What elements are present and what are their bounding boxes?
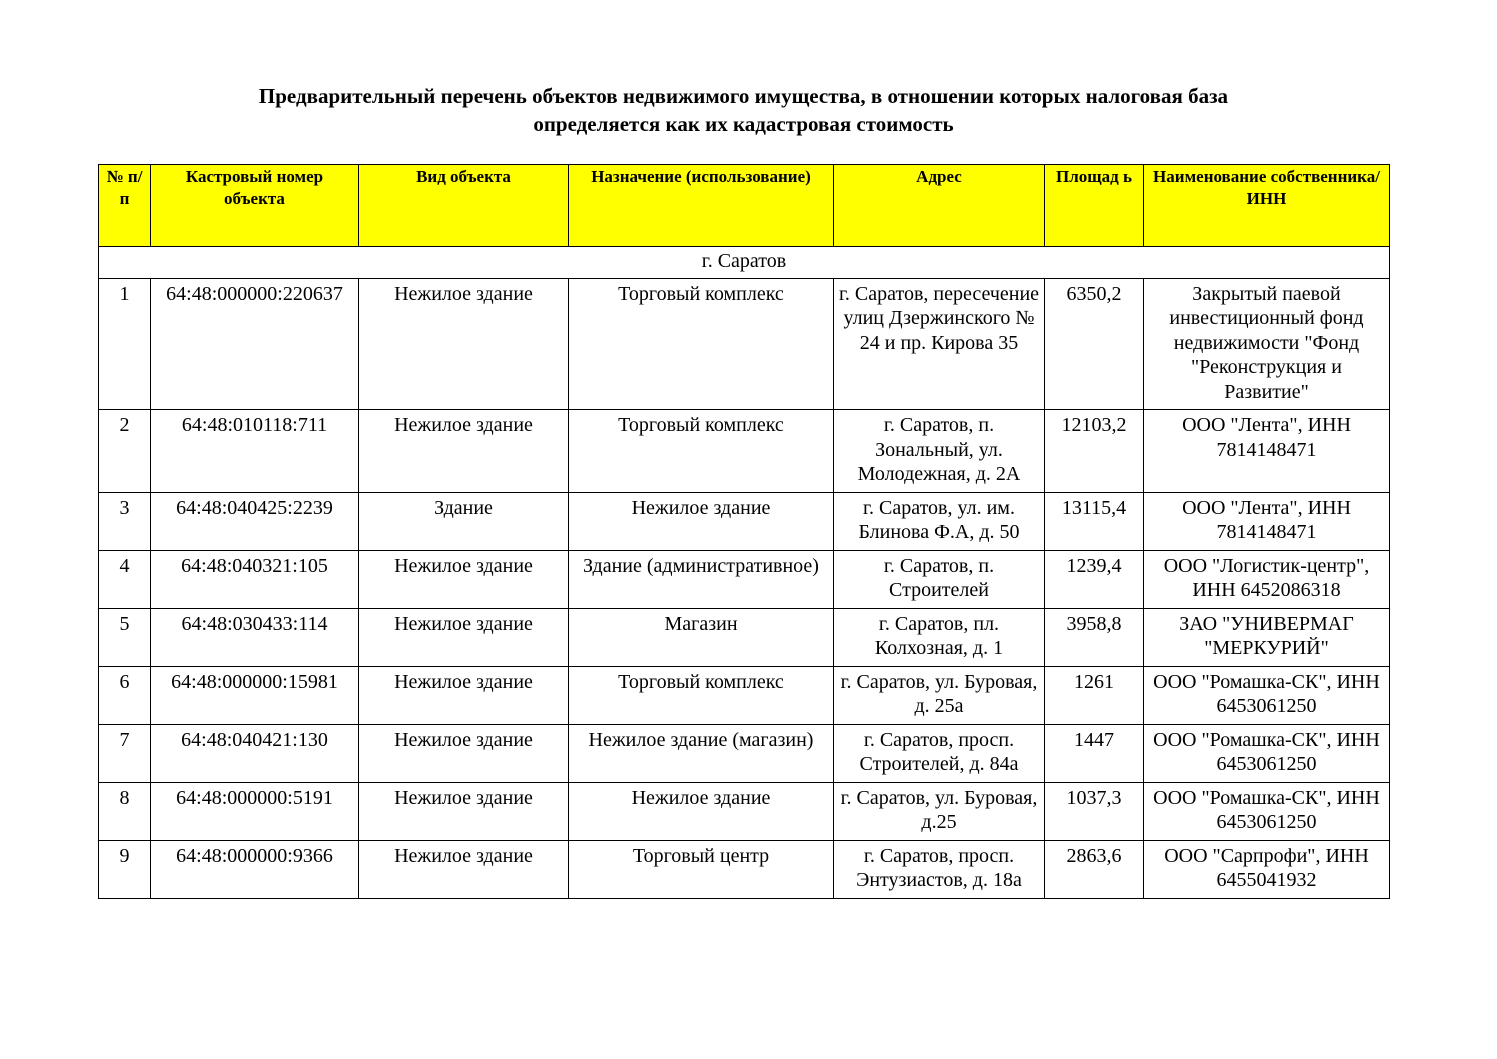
cell-purpose: Торговый комплекс — [569, 278, 834, 410]
table-row — [99, 608, 1390, 666]
cell-address: г. Саратов, ул. Буровая, д. 25а — [834, 666, 1045, 724]
cell-area: 1239,4 — [1045, 550, 1144, 608]
header-cadastral: Кастровый номер объекта — [151, 165, 359, 247]
cell-owner: ООО "Ромашка-СК", ИНН 6453061250 — [1144, 666, 1390, 724]
cell-purpose: Магазин — [569, 608, 834, 666]
cell-area: 2863,6 — [1045, 840, 1144, 898]
cell-owner: ООО "Лента", ИНН 7814148471 — [1144, 410, 1390, 493]
cell-num: 9 — [99, 840, 151, 898]
cell-purpose: Торговый комплекс — [569, 666, 834, 724]
cell-address: г. Саратов, пл. Колхозная, д. 1 — [834, 608, 1045, 666]
cell-area: 6350,2 — [1045, 278, 1144, 410]
table-row — [99, 492, 1390, 550]
cell-owner: ООО "Ромашка-СК", ИНН 6453061250 — [1144, 724, 1390, 782]
property-table — [98, 164, 1390, 899]
cell-area: 1261 — [1045, 666, 1144, 724]
cell-type: Нежилое здание — [359, 782, 569, 840]
cell-address: г. Саратов, просп. Энтузиастов, д. 18а — [834, 840, 1045, 898]
cell-type: Нежилое здание — [359, 666, 569, 724]
cell-type: Нежилое здание — [359, 608, 569, 666]
title-line-1: Предварительный перечень объектов недвижимого имущества, в отношении которых налоговая база — [258, 84, 1229, 108]
cell-area: 13115,4 — [1045, 492, 1144, 550]
cell-num: 4 — [99, 550, 151, 608]
cell-type: Нежилое здание — [359, 840, 569, 898]
header-row — [99, 165, 1390, 247]
cell-purpose: Торговый комплекс — [569, 410, 834, 493]
cell-address: г. Саратов, п. Строителей — [834, 550, 1045, 608]
cell-owner: Закрытый паевой инвестиционный фонд недвижимости "Фонд "Реконструкция и Развитие" — [1144, 278, 1390, 410]
header-address: Адрес — [834, 165, 1045, 247]
document-title — [100, 82, 1387, 138]
cell-cadastral: 64:48:040421:130 — [151, 724, 359, 782]
table-row — [99, 278, 1390, 410]
cell-num: 8 — [99, 782, 151, 840]
cell-num: 6 — [99, 666, 151, 724]
cell-purpose: Торговый центр — [569, 840, 834, 898]
table-row — [99, 410, 1390, 493]
cell-num: 7 — [99, 724, 151, 782]
cell-type: Нежилое здание — [359, 550, 569, 608]
cell-address: г. Саратов, просп. Строителей, д. 84а — [834, 724, 1045, 782]
header-area: Площад ь — [1045, 165, 1144, 247]
header-owner: Наименование собственника/ ИНН — [1144, 165, 1390, 247]
cell-type: Нежилое здание — [359, 724, 569, 782]
cell-cadastral: 64:48:000000:15981 — [151, 666, 359, 724]
cell-owner: ООО "Сарпрофи", ИНН 6455041932 — [1144, 840, 1390, 898]
cell-address: г. Саратов, п. Зональный, ул. Молодежная, д. 2А — [834, 410, 1045, 493]
cell-owner: ООО "Ромашка-СК", ИНН 6453061250 — [1144, 782, 1390, 840]
cell-cadastral: 64:48:000000:9366 — [151, 840, 359, 898]
cell-num: 2 — [99, 410, 151, 493]
cell-cadastral: 64:48:000000:220637 — [151, 278, 359, 410]
cell-cadastral: 64:48:010118:711 — [151, 410, 359, 493]
cell-type: Нежилое здание — [359, 278, 569, 410]
table-row — [99, 724, 1390, 782]
cell-address: г. Саратов, ул. им. Блинова Ф.А, д. 50 — [834, 492, 1045, 550]
cell-purpose: Нежилое здание — [569, 782, 834, 840]
cell-type: Здание — [359, 492, 569, 550]
cell-type: Нежилое здание — [359, 410, 569, 493]
cell-num: 3 — [99, 492, 151, 550]
cell-address: г. Саратов, ул. Буровая, д.25 — [834, 782, 1045, 840]
cell-cadastral: 64:48:040425:2239 — [151, 492, 359, 550]
table-row — [99, 840, 1390, 898]
cell-area: 1447 — [1045, 724, 1144, 782]
cell-area: 3958,8 — [1045, 608, 1144, 666]
cell-owner: ЗАО "УНИВЕРМАГ "МЕРКУРИЙ" — [1144, 608, 1390, 666]
table-row — [99, 666, 1390, 724]
cell-purpose: Нежилое здание (магазин) — [569, 724, 834, 782]
header-num: № п/п — [99, 165, 151, 247]
table-row — [99, 550, 1390, 608]
cell-owner: ООО "Лента", ИНН 7814148471 — [1144, 492, 1390, 550]
cell-owner: ООО "Логистик-центр", ИНН 6452086318 — [1144, 550, 1390, 608]
cell-num: 1 — [99, 278, 151, 410]
header-purpose: Назначение (использование) — [569, 165, 834, 247]
cell-cadastral: 64:48:040321:105 — [151, 550, 359, 608]
cell-purpose: Нежилое здание — [569, 492, 834, 550]
cell-area: 1037,3 — [1045, 782, 1144, 840]
cell-address: г. Саратов, пересечение улиц Дзержинского № 24 и пр. Кирова 35 — [834, 278, 1045, 410]
cell-num: 5 — [99, 608, 151, 666]
table-row — [99, 782, 1390, 840]
cell-cadastral: 64:48:030433:114 — [151, 608, 359, 666]
title-line-2: определяется как их кадастровая стоимость — [533, 112, 954, 136]
cell-purpose: Здание (административное) — [569, 550, 834, 608]
region-label: г. Саратов — [99, 247, 1390, 279]
cell-cadastral: 64:48:000000:5191 — [151, 782, 359, 840]
cell-area: 12103,2 — [1045, 410, 1144, 493]
region-row — [99, 247, 1390, 279]
header-type: Вид объекта — [359, 165, 569, 247]
